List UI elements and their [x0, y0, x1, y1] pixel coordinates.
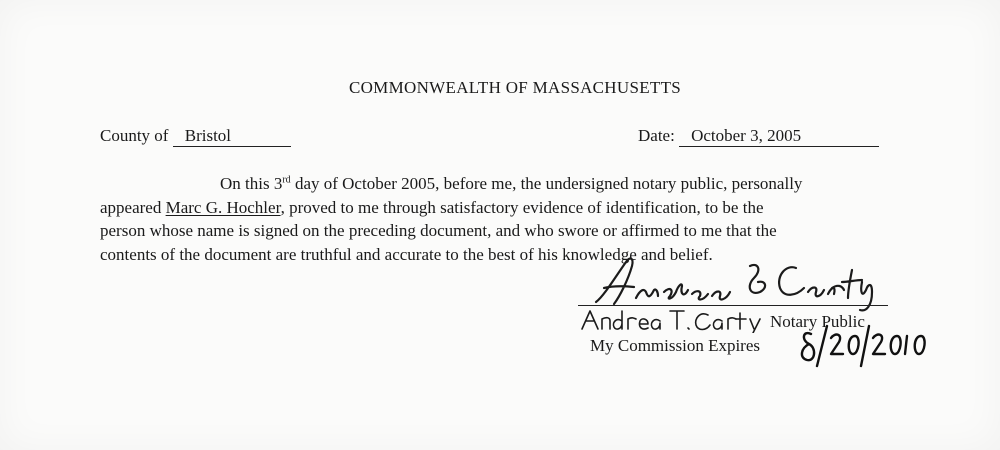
printed-name-handwritten [580, 305, 770, 333]
document-heading: COMMONWEALTH OF MASSACHUSETTS [348, 78, 682, 97]
body-line-2 [100, 196, 912, 220]
commission-expiry-handwritten [797, 322, 937, 370]
date-label: Date: [638, 126, 675, 145]
date-value: October 3, 2005 [679, 126, 879, 147]
ordinal-suffix: rd [282, 174, 291, 186]
body-line-1-start: On this 3 [220, 174, 283, 193]
body-line-1-end: day of October 2005, before me, the undersigned notary public, personally [290, 174, 803, 193]
county-field [100, 126, 291, 147]
signer-name: Marc G. Hochler [165, 197, 281, 217]
county-label: County of [100, 126, 169, 145]
notary-public-label: Notary Public [770, 312, 865, 331]
body-line-3: person whose name is signed on the preceding document, and who swore or affirmed to me that the [100, 221, 777, 240]
body-line-4: contents of the document are truthful and accurate to the best of his knowledge and belief. [100, 244, 713, 264]
county-value: Bristol [173, 126, 291, 147]
date-field [638, 126, 879, 147]
commission-expires-label: My Commission Expires [590, 336, 761, 355]
body-line-1 [100, 172, 912, 196]
body-line-2-start: appeared [100, 197, 166, 217]
body-line-2-end: , proved to me through satisfactory evidence of identification, to be the [280, 197, 764, 217]
